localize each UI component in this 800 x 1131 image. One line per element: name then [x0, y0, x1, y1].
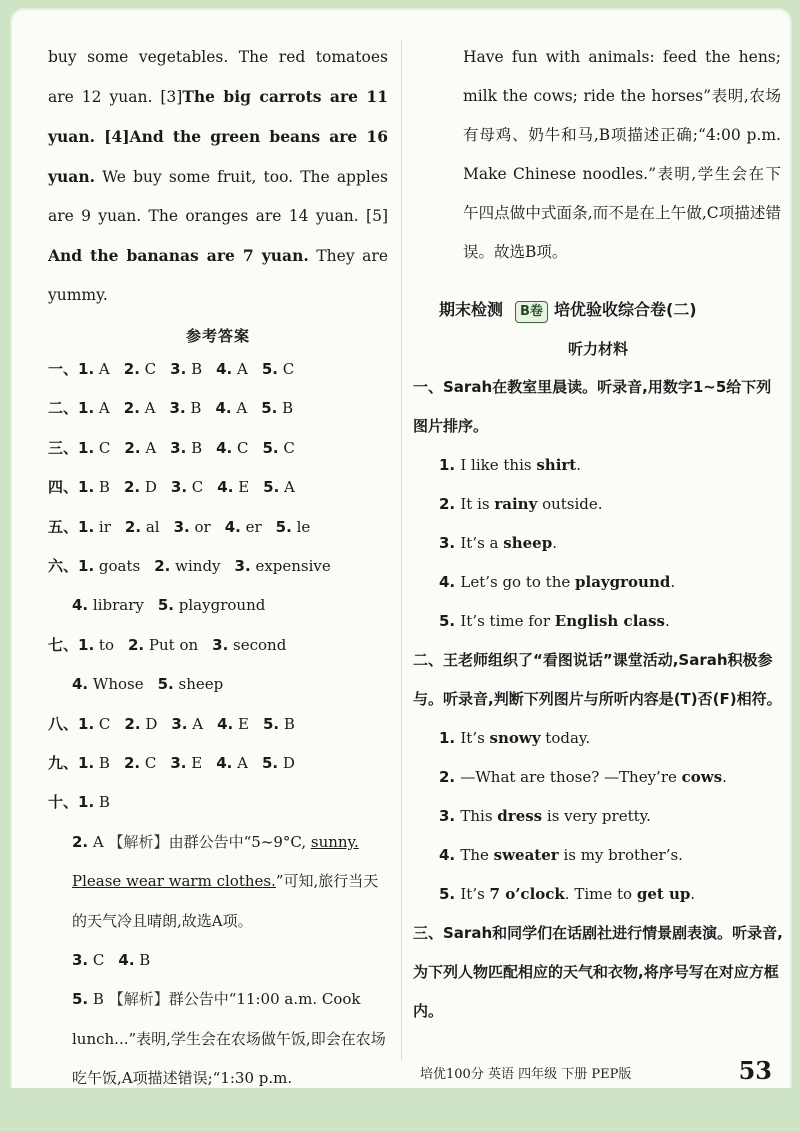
item-answer: C: [88, 950, 105, 969]
item-answer: B: [277, 399, 294, 418]
item-text: It’s time for: [460, 612, 555, 630]
exam-title-part: 期末检测: [439, 300, 504, 319]
answer-row: [48, 508, 388, 547]
item-number: 3.: [170, 753, 187, 772]
item-number: 1.: [78, 438, 95, 457]
item-text: outside.: [537, 495, 603, 513]
item-text: .: [576, 456, 582, 474]
item-number: 4.: [217, 478, 234, 497]
listening-item: [413, 875, 783, 914]
item-number: 2.: [123, 478, 141, 497]
item-number: 5.: [262, 714, 280, 733]
item-number: 3.: [234, 556, 251, 575]
item-number: 2.: [123, 753, 141, 772]
item-answer: B: [94, 793, 110, 812]
item-number: 3.: [170, 438, 187, 457]
answer-row: [48, 626, 388, 665]
item-number: 2.: [124, 517, 142, 536]
item-answer: or: [189, 517, 211, 536]
item-text: Let’s go to the: [460, 573, 576, 591]
item-answer: D: [140, 714, 158, 733]
item-number: 2.: [124, 438, 141, 457]
item-answer: E: [233, 478, 250, 497]
item-answer: library: [88, 596, 144, 615]
analysis-text: 由群公告中“5~9°C,: [168, 832, 311, 851]
item-number: 5.: [263, 478, 280, 497]
right-column: [413, 38, 783, 1031]
item-answer: A: [94, 399, 110, 418]
section-number: 三、: [48, 438, 79, 457]
answer-row: [48, 586, 388, 625]
listening-item: [413, 797, 783, 836]
analysis-tag: 【解析】: [108, 832, 169, 851]
answer-row: [48, 468, 388, 507]
item-keyword: cows: [681, 768, 723, 786]
item-number: 1.: [78, 399, 95, 418]
passage-segment: The big carrots are 11 yuan. [4]And the green beans are 16 yuan.: [48, 87, 388, 186]
item-number: 1.: [78, 360, 95, 378]
item-text: —What are those? —They’re: [460, 768, 682, 786]
item-answer: B: [186, 438, 203, 457]
item-answer: expensive: [250, 556, 331, 575]
item-answer: A: [139, 399, 156, 418]
answer-row: [48, 389, 388, 428]
item-text: It’s: [460, 729, 490, 747]
listening-item: [413, 719, 783, 758]
item-number: 1.: [78, 793, 95, 812]
item-keyword: snowy: [489, 729, 541, 747]
question-1-heading: 一、Sarah在教室里晨读。听录音,用数字1~5给下列图片排序。: [413, 378, 772, 435]
item-keyword: sheep: [503, 534, 553, 552]
item-text: It’s a: [460, 534, 504, 552]
item-text: today.: [540, 729, 591, 747]
answer-10-5: [48, 980, 388, 1098]
item-keyword: get up: [636, 885, 691, 903]
item-keyword: playground: [575, 573, 671, 591]
section-number: 四、: [48, 478, 79, 497]
listening-item: [413, 485, 783, 524]
item-number: 4.: [439, 846, 461, 864]
item-text: This: [460, 807, 498, 825]
item-answer: B: [134, 950, 151, 969]
item-number: 2.: [123, 360, 140, 378]
item-answer: B: [94, 753, 110, 772]
item-number: 5.: [157, 675, 174, 694]
item-answer: A: [92, 832, 104, 851]
item-text: is very pretty.: [542, 807, 651, 825]
item-text: .: [665, 612, 670, 630]
section-number: 十、: [48, 793, 79, 812]
item-number: 5.: [72, 990, 89, 1009]
item-answer: er: [240, 517, 262, 536]
item-number: 5.: [157, 596, 175, 615]
listening-item: [413, 602, 783, 641]
listening-item: [413, 836, 783, 875]
item-answer: B: [92, 990, 104, 1009]
item-keyword: English class: [554, 612, 666, 630]
item-text: .: [722, 768, 727, 786]
item-answer: A: [232, 360, 248, 378]
item-answer: C: [94, 438, 111, 457]
item-answer: A: [232, 753, 248, 772]
item-number: 4.: [216, 753, 233, 772]
answers-title: 参考答案: [185, 327, 250, 345]
item-answer: E: [233, 714, 249, 733]
item-number: 5.: [261, 360, 278, 378]
item-number: 1.: [78, 556, 95, 575]
question-3-heading: 三、Sarah和同学们在话剧社进行情景剧表演。听录音,为下列人物匹配相应的天气和衣物,将序号写在对应方框内。: [413, 924, 783, 1020]
item-number: 1.: [78, 517, 95, 536]
item-answer: C: [277, 360, 295, 378]
listening-item: [413, 758, 783, 797]
item-answer: C: [278, 438, 295, 457]
answer-10-3-4: [48, 941, 388, 980]
item-answer: al: [141, 517, 160, 536]
section-number: 六、: [48, 556, 79, 575]
item-answer: B: [186, 360, 203, 378]
item-number: 3.: [173, 517, 190, 536]
item-number: 5.: [262, 438, 279, 457]
item-number: 4.: [217, 714, 234, 733]
item-number: 3.: [170, 360, 187, 378]
item-answer: windy: [170, 556, 221, 575]
item-answer: C: [139, 360, 157, 378]
exam-heading: [413, 290, 783, 330]
answer-row: [48, 547, 388, 586]
question-2-items: [413, 719, 783, 914]
item-answer: Put on: [144, 635, 199, 654]
item-number: 3.: [169, 399, 186, 418]
item-answer: B: [279, 714, 295, 733]
item-number: 4.: [215, 399, 232, 418]
item-number: 1.: [78, 478, 95, 497]
item-number: 1.: [78, 714, 95, 733]
item-answer: A: [94, 360, 110, 378]
item-text: .: [552, 534, 557, 552]
item-number: 1.: [439, 729, 461, 747]
item-number: 5.: [261, 399, 278, 418]
exam-title-part: 培优验收综合卷(二): [553, 300, 697, 319]
item-text: .: [690, 885, 696, 903]
item-number: 3.: [170, 478, 188, 497]
item-answer: ir: [94, 517, 111, 536]
item-number: 4.: [72, 596, 89, 615]
item-number: 2.: [154, 556, 171, 575]
item-answer: A: [279, 478, 295, 497]
answer-row: [48, 665, 388, 704]
item-keyword: rainy: [494, 495, 538, 513]
item-number: 5.: [261, 753, 279, 772]
reading-passage: [48, 38, 388, 315]
item-number: 1.: [439, 456, 461, 474]
item-number: 2.: [123, 399, 140, 418]
item-number: 2.: [439, 768, 461, 786]
passage-segment: We buy some fruit, too. The apples are 9 yuan. The oranges are 14 yuan. [5]: [48, 168, 388, 225]
answer-row: [48, 783, 388, 822]
item-answer: goats: [94, 556, 141, 575]
section-number: 五、: [48, 517, 79, 536]
page-footer: [420, 1056, 780, 1090]
item-answer: C: [187, 478, 204, 497]
item-answer: B: [94, 478, 110, 497]
item-answer: D: [278, 753, 295, 772]
item-text: . Time to: [564, 885, 637, 903]
item-answer: A: [140, 438, 157, 457]
analysis-continuation: Have fun with animals: feed the hens; milk the cows; ride the horses”表明,农场有母鸡、奶牛和马,B项描述正确;“4:00 p.m. Make Chinese noodles.”表明,学生会在下午四点做中式面条,而不是在上午做,C项描述错误。故选B项。: [463, 48, 781, 261]
question-2-heading: 二、王老师组织了“看图说话”课堂活动,Sarah积极参与。听录音,判断下列图片与所听内容是(T)否(F)相符。: [413, 651, 782, 708]
passage-segment: buy some vegetables. The red tomatoes are 12 yuan. [3]: [48, 48, 388, 106]
listening-item: [413, 563, 783, 602]
item-number: 4.: [224, 517, 241, 536]
item-number: 5.: [439, 612, 461, 630]
item-number: 1.: [78, 753, 95, 772]
item-answer: C: [94, 714, 111, 733]
item-number: 4.: [439, 573, 461, 591]
answer-row: [48, 350, 388, 389]
book-info: 培优100分 英语 四年级 下册 PEP版: [420, 1067, 632, 1082]
section-number: 八、: [48, 714, 79, 733]
item-number: 4.: [118, 950, 135, 969]
exam-version-badge: B卷: [515, 301, 548, 323]
listening-title: 听力材料: [567, 340, 628, 358]
item-number: 2.: [439, 495, 461, 513]
answer-row: [48, 705, 388, 744]
analysis-text: ”可知,旅行当天的天气冷且晴朗,故选A项。: [72, 872, 379, 930]
left-column: [48, 38, 388, 1099]
item-answer: E: [186, 753, 203, 772]
item-answer: B: [185, 399, 202, 418]
item-answer: C: [140, 753, 157, 772]
item-answer: playground: [174, 596, 266, 615]
item-text: I like this: [460, 456, 537, 474]
item-answer: A: [231, 399, 248, 418]
item-number: 3.: [171, 714, 188, 733]
item-number: 3.: [439, 807, 461, 825]
item-text: The: [460, 846, 494, 864]
analysis-underlined-quote: sunny. Please wear warm clothes.: [72, 832, 359, 891]
item-answer: sheep: [173, 675, 224, 694]
listening-item: [413, 446, 783, 485]
item-answer: C: [232, 438, 249, 457]
section-number: 七、: [48, 635, 79, 654]
item-number: 5.: [275, 517, 292, 536]
passage-segment: They are yummy.: [48, 247, 388, 304]
analysis-tag: 【解析】: [108, 990, 169, 1009]
item-number: 4.: [216, 360, 233, 378]
item-answer: A: [187, 714, 204, 733]
item-text: .: [670, 573, 676, 591]
item-number: 2.: [72, 832, 89, 851]
answer-row: [48, 429, 388, 468]
item-number: 3.: [212, 635, 229, 654]
item-keyword: shirt: [536, 456, 577, 474]
item-number: 1.: [78, 635, 95, 654]
item-text: is my brother’s.: [558, 846, 683, 864]
item-number: 4.: [72, 675, 89, 694]
item-text: It is: [460, 495, 495, 513]
item-number: 4.: [216, 438, 233, 457]
page-border: [0, 1088, 800, 1131]
section-number: 一、: [48, 360, 79, 378]
section-number: 二、: [48, 399, 79, 418]
analysis-text: 群公告中“11:00 a.m. Cook lunch...”表明,学生会在农场做午饭,即会在农场吃午饭,A项描述错误;“1:30 p.m.: [72, 990, 386, 1088]
item-number: 3.: [72, 950, 89, 969]
column-divider: [401, 40, 402, 1060]
item-number: 2.: [127, 635, 145, 654]
item-answer: second: [228, 635, 287, 654]
item-answer: D: [140, 478, 157, 497]
answer-row: [48, 744, 388, 783]
item-number: 3.: [439, 534, 461, 552]
item-keyword: dress: [497, 807, 543, 825]
item-number: 2.: [124, 714, 141, 733]
listening-item: [413, 524, 783, 563]
item-text: It’s: [460, 885, 490, 903]
section-number: 九、: [48, 753, 79, 772]
answer-10-2: [48, 823, 388, 941]
page-number: 53: [738, 1056, 772, 1085]
passage-segment: And the bananas are 7 yuan.: [48, 246, 309, 265]
item-number: 5.: [439, 885, 461, 903]
item-answer: le: [291, 517, 311, 536]
question-1-items: [413, 446, 783, 641]
item-keyword: sweater: [493, 846, 559, 864]
answer-list: [48, 350, 388, 823]
item-answer: to: [94, 635, 114, 654]
item-keyword: 7 o’clock: [489, 885, 565, 903]
item-answer: Whose: [88, 675, 144, 694]
